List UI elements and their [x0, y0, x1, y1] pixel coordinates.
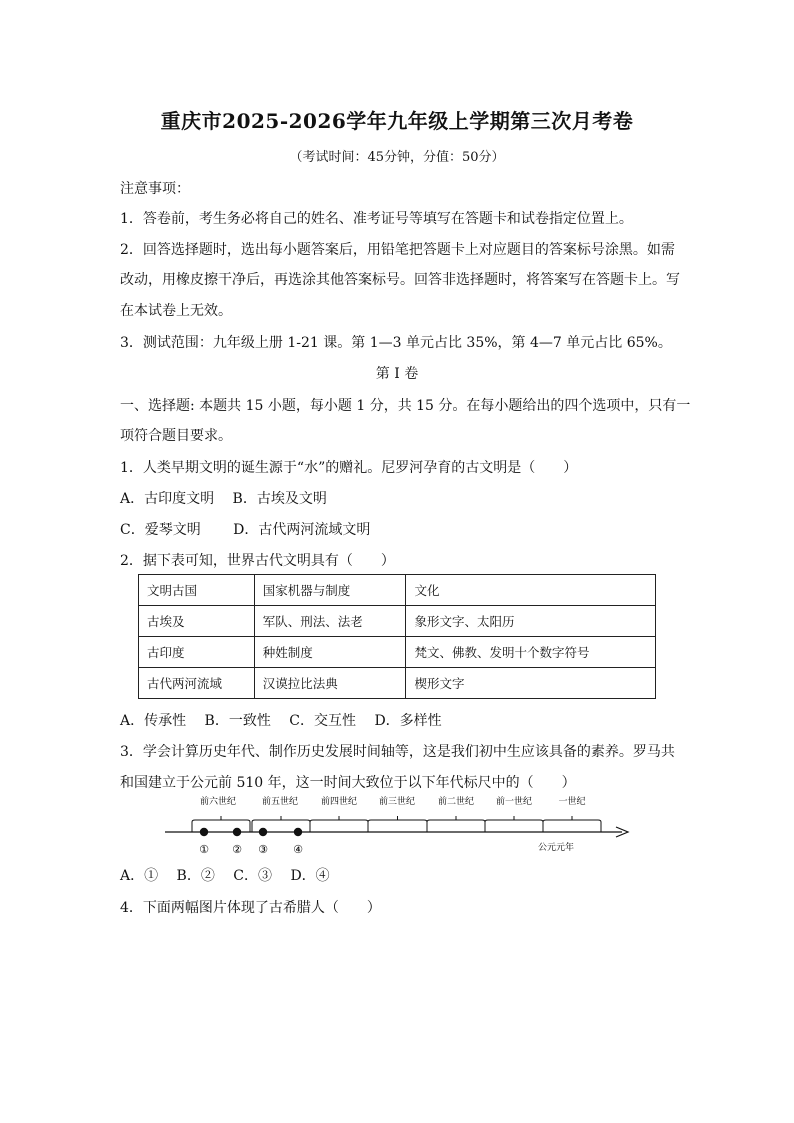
table-cell: 种姓制度: [254, 637, 406, 668]
table-row: [139, 637, 656, 668]
question-3-options: A．① B．② C．③ D．④: [120, 868, 330, 884]
volume-heading: 第 I 卷: [375, 366, 419, 382]
century-labels: [200, 795, 586, 807]
century-bracket: [427, 820, 485, 832]
timeline-marker-dot: [200, 828, 208, 836]
notes-heading: 注意事项：: [120, 181, 190, 197]
century-label: 前五世纪: [261, 797, 299, 807]
table-cell: 梵文、佛教、发明十个数字符号: [406, 637, 656, 668]
note-item-2-line-1: 2．回答选择题时，选出每小题答案后，用铅笔把答题卡上对应题目的答案标号涂黑。如需: [120, 242, 675, 258]
table-cell: 军队、刑法、法老: [254, 606, 406, 637]
century-bracket: [543, 820, 601, 832]
table-row: [139, 606, 656, 637]
table-cell: 楔形文字: [406, 668, 656, 699]
century-bracket: [368, 820, 427, 832]
exam-title: 重庆市2025-2026学年九年级上学期第三次月考卷: [160, 109, 634, 133]
table-row: [139, 668, 656, 699]
table-cell: 古埃及: [139, 606, 255, 637]
question-4-stem: 4．下面两幅图片体现了古希腊人（ ）: [120, 900, 381, 916]
note-item-2-line-2: 改动，用橡皮擦干净后，再选涂其他答案标号。回答非选择题时，将答案写在答题卡上。写: [120, 272, 680, 288]
timeline-marker-dot: [259, 828, 267, 836]
century-label: 前一世纪: [495, 797, 533, 807]
timeline-axis-label: 公元元年: [537, 843, 575, 853]
section-instructions-line-2: 项符合题目要求。: [120, 428, 232, 444]
century-label: 前二世纪: [437, 797, 475, 807]
civilization-table: [138, 574, 656, 699]
note-item-2-line-3: 在本试卷上无效。: [120, 303, 232, 319]
exam-subtitle: （考试时间：45分钟，分值：50分）: [289, 150, 505, 165]
table-cell: 古印度: [139, 637, 255, 668]
note-item-1: 1．答卷前，考生务必将自己的姓名、准考证号等填写在答题卡和试卷指定位置上。: [120, 211, 633, 227]
table-header-cell: 文化: [406, 575, 656, 606]
timeline-marker-dot: [294, 828, 302, 836]
table-cell: 象形文字、太阳历: [406, 606, 656, 637]
question-2-stem: 2．据下表可知，世界古代文明具有（ ）: [120, 553, 395, 569]
century-label: 前四世纪: [320, 797, 358, 807]
table-cell: 汉谟拉比法典: [254, 668, 406, 699]
century-label: 前六世纪: [199, 797, 237, 807]
table-cell: 古代两河流域: [139, 668, 255, 699]
timeline-marker-label: ①: [199, 843, 209, 856]
table-header-cell: 国家机器与制度: [254, 575, 406, 606]
century-label: 前三世纪: [378, 797, 416, 807]
section-instructions-line-1: 一、选择题: 本题共 15 小题，每小题 1 分，共 15 分。在每小题给出的四个选项中，只有一: [120, 398, 691, 414]
question-3-stem-line-1: 3．学会计算历史年代、制作历史发展时间轴等，这是我们初中生应该具备的素养。罗马共: [120, 744, 675, 760]
question-3-stem-line-2: 和国建立于公元前 510 年，这一时间大致位于以下年代标尺中的（ ）: [120, 775, 576, 791]
note-item-3: 3．测试范围：九年级上册 1-21 课。第 1—3 单元占比 35%，第 4—7 单元占比 65%。: [120, 335, 672, 351]
timeline-diagram: [160, 792, 640, 858]
table-header-cell: 文明古国: [139, 575, 255, 606]
question-1-stem: 1．人类早期文明的诞生源于“水”的赠礼。尼罗河孕育的古文明是（ ）: [120, 460, 578, 476]
timeline-marker-label: ③: [258, 843, 268, 856]
question-1-options-line-1: A．古印度文明 B．古埃及文明: [120, 491, 327, 507]
question-1-options-line-2: C．爱琴文明 D．古代两河流域文明: [120, 522, 371, 538]
century-bracket: [310, 820, 368, 832]
timeline-marker-label: ②: [232, 843, 242, 856]
century-brackets: [192, 816, 601, 832]
century-label: 一世纪: [558, 797, 586, 807]
century-bracket: [485, 820, 543, 832]
table-header-row: [139, 575, 656, 606]
timeline-marker-label: ④: [293, 843, 303, 856]
timeline-marker-dot: [233, 828, 241, 836]
question-2-options: A．传承性 B．一致性 C．交互性 D．多样性: [120, 713, 442, 729]
